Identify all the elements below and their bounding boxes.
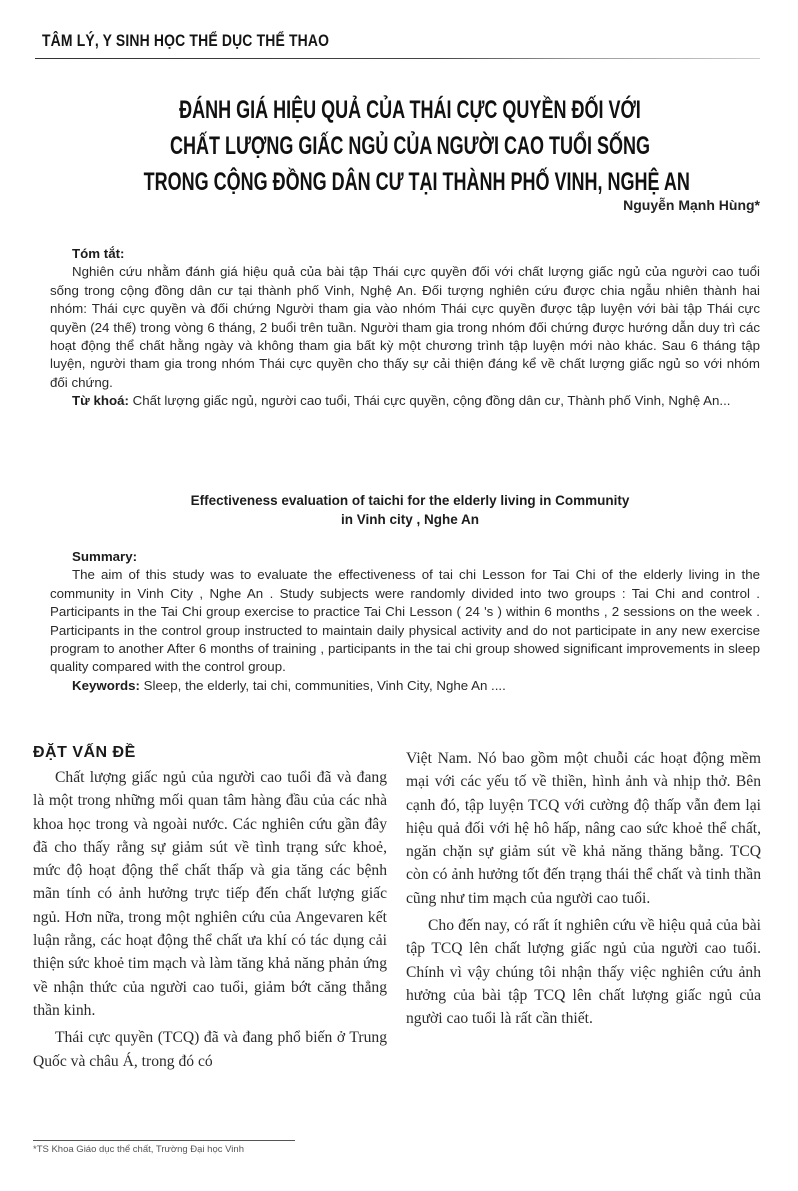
title-line-3: TRONG CỘNG ĐỒNG DÂN CƯ TẠI THÀNH PHỐ VINH, NGHỆ AN	[143, 168, 690, 196]
section-header: TÂM LÝ, Y SINH HỌC THỂ DỤC THỂ THAO	[42, 31, 330, 50]
keywords-label: Từ khoá:	[72, 393, 129, 409]
abstract-vietnamese	[50, 245, 760, 411]
keywords-en-text: Sleep, the elderly, tai chi, communities, Vinh City, Nghe An ....	[139, 677, 506, 693]
english-title-line-1: Effectiveness evaluation of taichi for the elderly living in Community	[190, 493, 630, 508]
abstract-label: Tóm tắt:	[72, 246, 125, 261]
body-paragraph: Chất lượng giấc ngủ của người cao tuổi đã và đang là một trong những mối quan tâm hàng đầu của các nhà khoa học trong và ngoài nước. Các nghiên cứu gần đây đã cho thấy rằng sự giảm sút về tình trạng sức khoẻ, mức độ hoạt động thể chất thấp và gia tăng các bệnh mãn tính có ảnh hưởng trực tiếp đến chất lượng giấc ngủ. Hơn nữa, trong một nghiên cứu của Angevaren kết luận rằng, các hoạt động thể chất ưa khí có tác dụng cải thiện sức khoẻ tim mạch và làm tăng khả năng phản ứng về nhận thức của người cao tuổi, giảm bớt căng thẳng thần kinh.	[33, 769, 387, 1019]
keywords-en-label: Keywords:	[72, 677, 140, 693]
section-heading: ĐẶT VẤN ĐỀ	[33, 744, 136, 761]
title-line-1: ĐÁNH GIÁ HIỆU QUẢ CỦA THÁI CỰC QUYỀN ĐỐI VỚI	[179, 96, 641, 124]
header-rule	[35, 58, 760, 59]
summary-text: The aim of this study was to evaluate the effectiveness of tai chi Lesson for Tai Chi of the elderly living in the community in Vinh City , Nghe An . Study subjects were randomly divided into two groups : Tai Chi and control . Participants in the Tai Chi group exercise to practice Tai Chi Lesson ( 24 's ) within 6 months , 2 sessions on the week . Participants in the control group instructed to maintain daily physical activity and do not participate in any new exercise program to another After 6 months of training , participants in the tai chi group showed significant improvements in sleep quality compared with the control group.	[50, 567, 760, 675]
article-title	[40, 92, 780, 200]
english-title-line-2: in Vinh city , Nghe An	[340, 512, 479, 527]
body-paragraph: Thái cực quyền (TCQ) đã và đang phổ biến ở Trung Quốc và châu Á, trong đó có	[33, 1029, 387, 1070]
english-title	[40, 491, 780, 529]
footnote: *TS Khoa Giáo dục thể chất, Trường Đại học Vinh	[33, 1144, 244, 1155]
keywords-en	[50, 677, 760, 695]
body-column-left	[33, 742, 387, 1073]
title-line-2: CHẤT LƯỢNG GIẤC NGỦ CỦA NGƯỜI CAO TUỔI SỐNG	[170, 132, 650, 160]
keywords-text: Chất lượng giấc ngủ, người cao tuổi, Thái cực quyền, cộng đồng dân cư, Thành phố Vinh, Nghệ An...	[128, 393, 731, 409]
body-paragraph-continued: Việt Nam. Nó bao gồm một chuỗi các hoạt động mềm mại với các yếu tố về thiền, hình ảnh và nhịp thở. Bên cạnh đó, tập luyện TCQ với cường độ thấp vẫn đem lại hiệu quả đối với hệ hô hấp, nâng cao sức khoẻ thể chất, ngăn chặn sự giảm sút về khả năng thăng bằng. TCQ còn có ảnh hưởng tốt đến trạng thái thể chất và tinh thần cũng như tim mạch của người cao tuổi.	[406, 750, 761, 907]
author-name: Nguyễn Mạnh Hùng*	[623, 197, 760, 213]
footnote-rule	[33, 1140, 295, 1141]
abstract-text: Nghiên cứu nhằm đánh giá hiệu quả của bài tập Thái cực quyền đối với chất lượng giấc ngủ của người cao tuổi sống trong cộng đồng dân cư tại thành phố Vinh, Nghệ An. Đối tượng nghiên cứu được chia ngẫu nhiên thành hai nhóm: Thái cực quyền và đối chứng Người tham gia vào nhóm Thái cực quyền được tập luyện với bài tập Thái cực quyền (24 thế) trong vòng 6 tháng, 2 buổi trên tuần. Người tham gia trong nhóm đối chứng được hướng dẫn duy trì các hoạt động thể chất hằng ngày và không tham gia bất kỳ một chương trình tập luyện mới nào khác. Sau 6 tháng tập luyện, người tham gia trong nhóm Thái cực quyền cho thấy sự cải thiện đáng kể về chất lượng giấc ngủ so với nhóm đối chứng.	[50, 264, 760, 390]
body-paragraph: Cho đến nay, có rất ít nghiên cứu về hiệu quả của bài tập TCQ lên chất lượng giấc ngủ của người cao tuổi. Chính vì vậy chúng tôi nhận thấy việc nghiên cứu ảnh hưởng của bài tập TCQ lên chất lượng giấc ngủ của người cao tuổi là rất cần thiết.	[406, 917, 761, 1028]
summary-label: Summary:	[72, 549, 138, 564]
keywords-vi	[50, 392, 760, 410]
abstract-english	[50, 548, 760, 695]
body-column-right	[406, 747, 761, 1031]
